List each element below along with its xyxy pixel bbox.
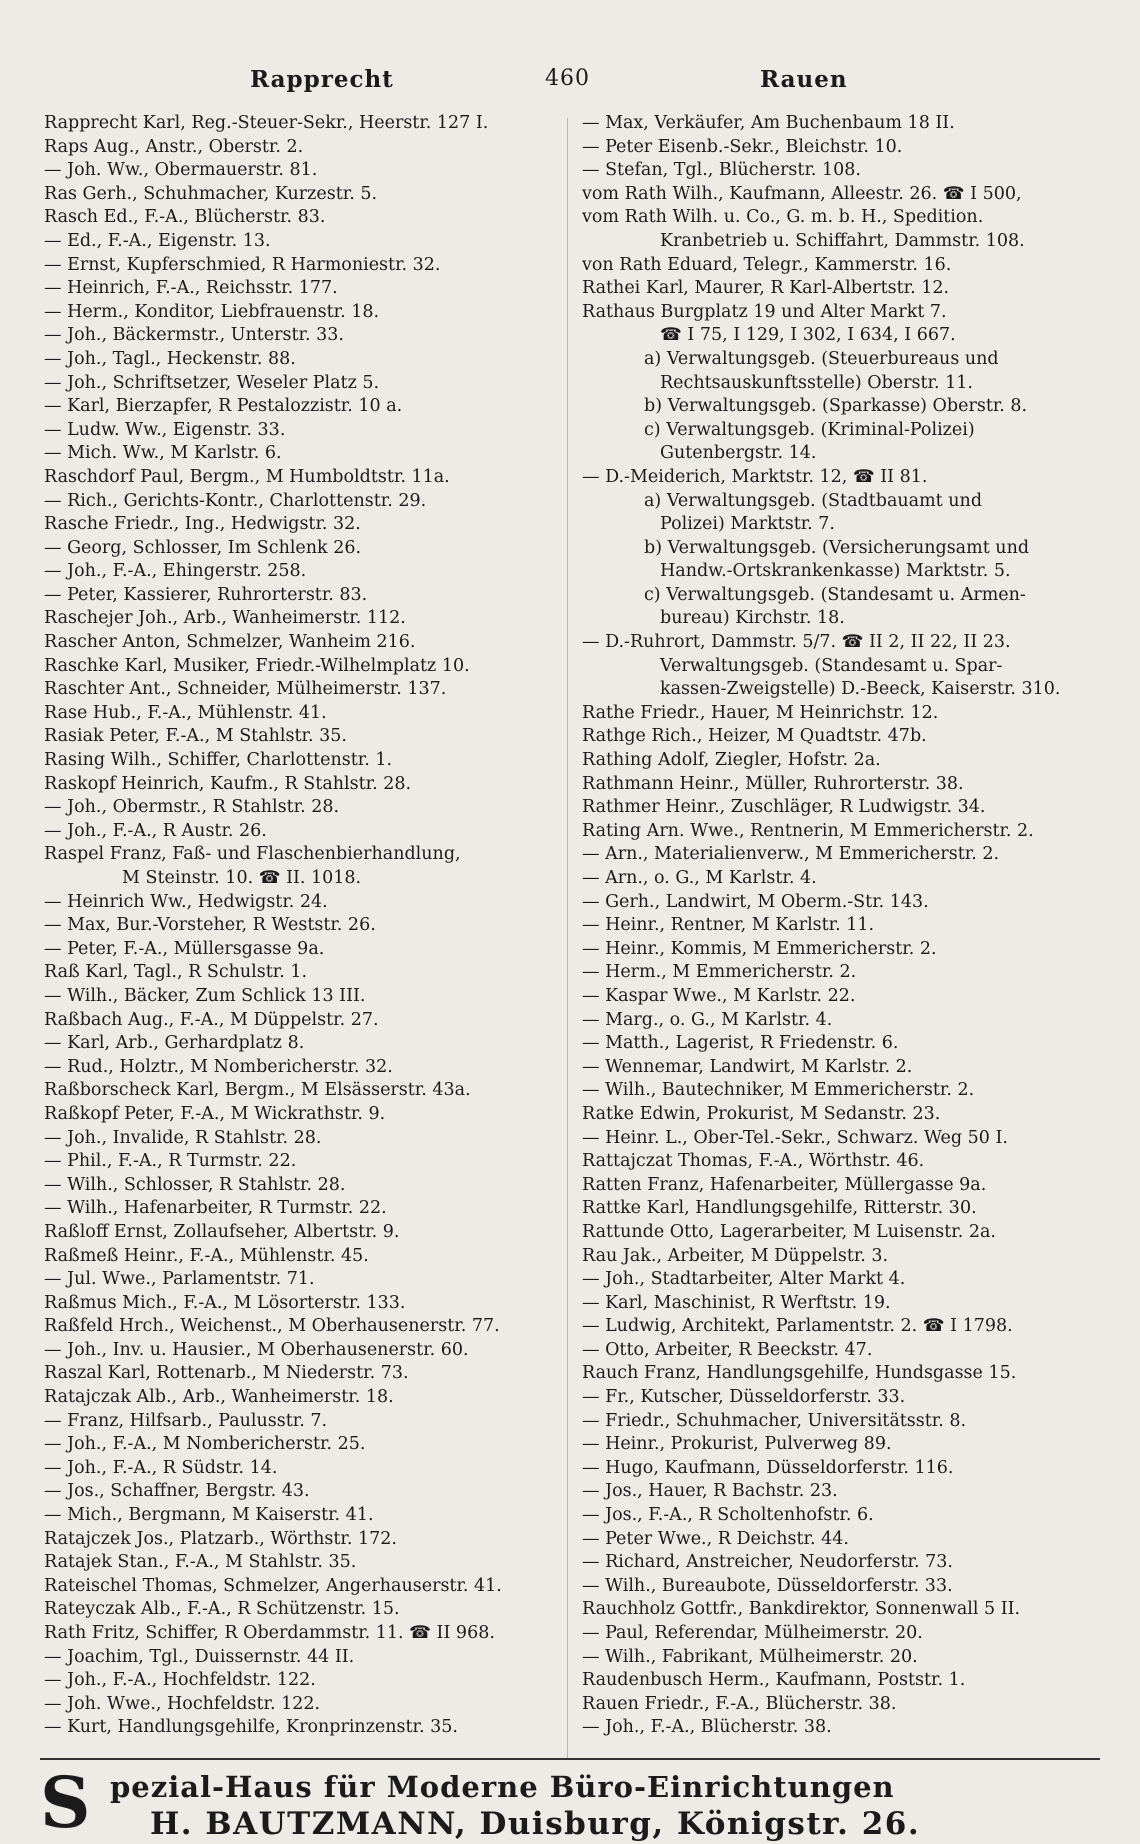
directory-entry: — Joh., F.-A., M Nombericherstr. 25.	[44, 1434, 366, 1455]
directory-entry: Rateyczak Alb., F.-A., R Schützenstr. 15.	[44, 1599, 400, 1620]
directory-entry: — Rich., Gerichts-Kontr., Charlottenstr. 29.	[44, 490, 427, 511]
directory-entry: Ras Gerh., Schuhmacher, Kurzestr. 5.	[44, 183, 378, 204]
directory-entry: Rau Jak., Arbeiter, M Düppelstr. 3.	[582, 1245, 889, 1266]
directory-entry: — Heinrich Ww., Hedwigstr. 24.	[44, 891, 328, 912]
page-header	[0, 66, 1140, 102]
directory-entry: — Franz, Hilfsarb., Paulusstr. 7.	[44, 1410, 328, 1431]
directory-entry: Rechtsauskunftsstelle) Oberstr. 11.	[660, 372, 973, 393]
directory-entry: — Kurt, Handlungsgehilfe, Kronprinzenstr. 35.	[44, 1717, 458, 1738]
directory-entry: Raßfeld Hrch., Weichenst., M Oberhausenerstr. 77.	[44, 1316, 500, 1337]
directory-entry: — Kaspar Wwe., M Karlstr. 22.	[582, 985, 856, 1006]
footer-rule	[40, 1758, 1100, 1760]
directory-entry: Rauch Franz, Handlungsgehilfe, Hundsgasse 15.	[582, 1363, 1017, 1384]
directory-entry: — Joh., Schriftsetzer, Weseler Platz 5.	[44, 372, 380, 393]
directory-entry: Rattajczat Thomas, F.-A., Wörthstr. 46.	[582, 1151, 925, 1172]
directory-entry: Raskopf Heinrich, Kaufm., R Stahlstr. 28.	[44, 773, 412, 794]
directory-entry: — Rud., Holztr., M Nombericherstr. 32.	[44, 1056, 393, 1077]
directory-entry: a) Verwaltungsgeb. (Stadtbauamt und	[644, 490, 983, 511]
directory-entry: — Ludw. Ww., Eigenstr. 33.	[44, 419, 286, 440]
directory-entry: a) Verwaltungsgeb. (Steuerbureaus und	[644, 348, 999, 369]
directory-entry: Ratajek Stan., F.-A., M Stahlstr. 35.	[44, 1552, 357, 1573]
directory-entry: M Steinstr. 10. ☎ II. 1018.	[122, 868, 362, 888]
left-column	[44, 112, 564, 1740]
directory-entry: c) Verwaltungsgeb. (Kriminal-Polizei)	[644, 419, 975, 440]
right-column	[582, 112, 1102, 1740]
directory-entry: — Joh., Inv. u. Hausier., M Oberhausenerstr. 60.	[44, 1339, 469, 1360]
directory-entry: — Wilh., Bäcker, Zum Schlick 13 III.	[44, 985, 366, 1006]
directory-entry: ☎ I 75, I 129, I 302, I 634, I 667.	[660, 325, 956, 346]
directory-entry: Rathei Karl, Maurer, R Karl-Albertstr. 12.	[582, 278, 950, 299]
directory-entry: — Mich., Bergmann, M Kaiserstr. 41.	[44, 1505, 374, 1526]
directory-entry: Verwaltungsgeb. (Standesamt u. Spar-	[660, 655, 1003, 676]
directory-entry: Rathe Friedr., Hauer, M Heinrichstr. 12.	[582, 702, 939, 723]
directory-entry: Rathing Adolf, Ziegler, Hofstr. 2a.	[582, 750, 881, 771]
directory-entry: — Heinr. L., Ober-Tel.-Sekr., Schwarz. Weg 50 I.	[582, 1127, 1008, 1148]
column-divider	[567, 118, 568, 1758]
directory-entry: — Joh. Ww., Obermauerstr. 81.	[44, 160, 318, 181]
directory-entry: Raschke Karl, Musiker, Friedr.-Wilhelmplatz 10.	[44, 655, 470, 676]
header-left-keyword: Rapprecht	[250, 66, 394, 93]
directory-entry: — Peter Eisenb.-Sekr., Bleichstr. 10.	[582, 136, 903, 157]
directory-entry: — Joh., Tagl., Heckenstr. 88.	[44, 348, 296, 369]
advertisement-footer	[40, 1761, 1100, 1844]
directory-entry: Rauen Friedr., F.-A., Blücherstr. 38.	[582, 1693, 897, 1714]
directory-entry: — Joh., F.-A., Hochfeldstr. 122.	[44, 1670, 316, 1691]
directory-entry: Raszal Karl, Rottenarb., M Niederstr. 73.	[44, 1363, 409, 1384]
directory-entry: Rase Hub., F.-A., Mühlenstr. 41.	[44, 702, 327, 723]
header-right-keyword: Rauen	[760, 66, 848, 93]
directory-entry: — Joh., Obermstr., R Stahlstr. 28.	[44, 797, 340, 818]
directory-entry: kassen-Zweigstelle) D.-Beeck, Kaiserstr. 310.	[660, 679, 1061, 700]
directory-entry: — Joh., F.-A., Ehingerstr. 258.	[44, 561, 307, 582]
directory-entry: — Joh., Bäckermstr., Unterstr. 33.	[44, 325, 344, 346]
directory-entry: Rateischel Thomas, Schmelzer, Angerhauserstr. 41.	[44, 1575, 502, 1596]
directory-entry: Raschdorf Paul, Bergm., M Humboldtstr. 11a.	[44, 466, 450, 487]
directory-entry: Ratten Franz, Hafenarbeiter, Müllergasse 9a.	[582, 1174, 987, 1195]
directory-entry: — Ludwig, Architekt, Parlamentstr. 2. ☎ I 1798.	[582, 1316, 1013, 1337]
directory-entry: Rasiak Peter, F.-A., M Stahlstr. 35.	[44, 726, 347, 747]
directory-entry: Rattunde Otto, Lagerarbeiter, M Luisenstr. 2a.	[582, 1221, 996, 1242]
directory-entry: — Fr., Kutscher, Düsseldorferstr. 33.	[582, 1387, 906, 1408]
directory-entry: Raßborscheck Karl, Bergm., M Elsässerstr. 43a.	[44, 1080, 471, 1101]
directory-entry: — Otto, Arbeiter, R Beeckstr. 47.	[582, 1339, 873, 1360]
directory-entry: Rathmann Heinr., Müller, Ruhrorterstr. 38.	[582, 773, 964, 794]
directory-entry: Rasche Friedr., Ing., Hedwigstr. 32.	[44, 514, 361, 535]
directory-entry: Kranbetrieb u. Schiffahrt, Dammstr. 108.	[660, 230, 1025, 251]
directory-entry: b) Verwaltungsgeb. (Versicherungsamt und	[644, 537, 1030, 558]
directory-entry: Rathaus Burgplatz 19 und Alter Markt 7.	[582, 301, 947, 322]
directory-entry: Rating Arn. Wwe., Rentnerin, M Emmericherstr. 2.	[582, 820, 1034, 841]
directory-entry: — D.-Ruhrort, Dammstr. 5/7. ☎ II 2, II 22, II 23.	[582, 632, 1011, 653]
directory-entry: Raßkopf Peter, F.-A., M Wickrathstr. 9.	[44, 1103, 386, 1124]
directory-entry: — Wilh., Fabrikant, Mülheimerstr. 20.	[582, 1646, 918, 1667]
directory-entry: — Karl, Bierzapfer, R Pestalozzistr. 10 a.	[44, 396, 403, 417]
directory-entry: Rathmer Heinr., Zuschläger, R Ludwigstr. 34.	[582, 797, 986, 818]
directory-entry: — Mich. Ww., M Karlstr. 6.	[44, 443, 282, 464]
directory-entry: — Wennemar, Landwirt, M Karlstr. 2.	[582, 1056, 913, 1077]
directory-entry: — Joh., Stadtarbeiter, Alter Markt 4.	[582, 1269, 906, 1290]
directory-entry: Rascher Anton, Schmelzer, Wanheim 216.	[44, 632, 416, 653]
directory-entry: vom Rath Wilh. u. Co., G. m. b. H., Spedition.	[582, 207, 984, 228]
footer-initial: S	[40, 1761, 91, 1844]
directory-entry: — Wilh., Hafenarbeiter, R Turmstr. 22.	[44, 1198, 387, 1219]
directory-entry: — Jos., Hauer, R Bachstr. 23.	[582, 1481, 838, 1502]
directory-entry: — Ernst, Kupferschmied, R Harmoniestr. 32.	[44, 254, 441, 275]
directory-entry: — Matth., Lagerist, R Friedenstr. 6.	[582, 1033, 899, 1054]
directory-entry: Rasch Ed., F.-A., Blücherstr. 83.	[44, 207, 326, 228]
directory-entry: — Arn., Materialienverw., M Emmericherstr. 2.	[582, 844, 1000, 865]
directory-entry: — Joh. Wwe., Hochfeldstr. 122.	[44, 1693, 321, 1714]
directory-entry: Raßmus Mich., F.-A., M Lösorterstr. 133.	[44, 1292, 406, 1313]
directory-entry: — Karl, Arb., Gerhardplatz 8.	[44, 1033, 305, 1054]
directory-entry: — Peter Wwe., R Deichstr. 44.	[582, 1528, 849, 1549]
directory-entry: — Georg, Schlosser, Im Schlenk 26.	[44, 537, 362, 558]
directory-entry: Rattke Karl, Handlungsgehilfe, Ritterstr. 30.	[582, 1198, 977, 1219]
directory-entry: Rathge Rich., Heizer, M Quadtstr. 47b.	[582, 726, 927, 747]
directory-entry: — Richard, Anstreicher, Neudorferstr. 73.	[582, 1552, 953, 1573]
directory-entry: — Max, Bur.-Vorsteher, R Weststr. 26.	[44, 915, 376, 936]
directory-entry: Raudenbusch Herm., Kaufmann, Poststr. 1.	[582, 1670, 966, 1691]
directory-entry: — Wilh., Bureaubote, Düsseldorferstr. 33.	[582, 1575, 953, 1596]
directory-entry: — Heinr., Rentner, M Karlstr. 11.	[582, 915, 875, 936]
directory-entry: Raßmeß Heinr., F.-A., Mühlenstr. 45.	[44, 1245, 369, 1266]
directory-entry: — Heinr., Kommis, M Emmericherstr. 2.	[582, 938, 937, 959]
directory-entry: — Wilh., Schlosser, R Stahlstr. 28.	[44, 1174, 346, 1195]
directory-entry: Raschter Ant., Schneider, Mülheimerstr. 137.	[44, 679, 447, 700]
directory-entry: — Hugo, Kaufmann, Düsseldorferstr. 116.	[582, 1457, 954, 1478]
directory-entry: Handw.-Ortskrankenkasse) Marktstr. 5.	[660, 561, 1011, 582]
directory-entry: von Rath Eduard, Telegr., Kammerstr. 16.	[582, 254, 952, 275]
directory-entry: — Joh., Invalide, R Stahlstr. 28.	[44, 1127, 322, 1148]
directory-entry: — Karl, Maschinist, R Werftstr. 19.	[582, 1292, 891, 1313]
directory-entry: Raspel Franz, Faß- und Flaschenbierhandlung,	[44, 844, 461, 865]
footer-line-1: pezial-Haus für Moderne Büro-Einrichtungen	[110, 1770, 895, 1804]
directory-entry: Gutenbergstr. 14.	[660, 443, 817, 464]
directory-entry: — Joh., F.-A., Blücherstr. 38.	[582, 1717, 832, 1738]
directory-entry: — Stefan, Tgl., Blücherstr. 108.	[582, 160, 861, 181]
directory-entry: Ratajczak Alb., Arb., Wanheimerstr. 18.	[44, 1387, 394, 1408]
directory-entry: Ratke Edwin, Prokurist, M Sedanstr. 23.	[582, 1103, 941, 1124]
directory-entry: — Joh., F.-A., R Südstr. 14.	[44, 1457, 278, 1478]
directory-entry: — Peter, F.-A., Müllersgasse 9a.	[44, 938, 325, 959]
directory-entry: — Peter, Kassierer, Ruhrorterstr. 83.	[44, 584, 368, 605]
directory-entry: — Friedr., Schuhmacher, Universitätsstr. 8.	[582, 1410, 967, 1431]
directory-entry: — Joh., F.-A., R Austr. 26.	[44, 820, 267, 841]
directory-entry: — Ed., F.-A., Eigenstr. 13.	[44, 230, 271, 251]
directory-entry: Raßloff Ernst, Zollaufseher, Albertstr. 9.	[44, 1221, 400, 1242]
directory-entry: — Heinrich, F.-A., Reichsstr. 177.	[44, 278, 338, 299]
directory-entry: — Phil., F.-A., R Turmstr. 22.	[44, 1151, 297, 1172]
directory-entry: Polizei) Marktstr. 7.	[660, 514, 835, 535]
directory-entry: Ratajczek Jos., Platzarb., Wörthstr. 172.	[44, 1528, 397, 1549]
directory-entry: Rauchholz Gottfr., Bankdirektor, Sonnenwall 5 II.	[582, 1599, 1021, 1620]
directory-entry: Rapprecht Karl, Reg.-Steuer-Sekr., Heerstr. 127 I.	[44, 113, 489, 133]
directory-entry: vom Rath Wilh., Kaufmann, Alleestr. 26. ☎ I 500,	[582, 183, 1022, 204]
directory-entry: bureau) Kirchstr. 18.	[660, 608, 845, 629]
directory-entry: — D.-Meiderich, Marktstr. 12, ☎ II 81.	[582, 466, 928, 487]
directory-entry: Rasing Wilh., Schiffer, Charlottenstr. 1.	[44, 750, 393, 771]
page-number: 460	[545, 66, 590, 91]
directory-entry: c) Verwaltungsgeb. (Standesamt u. Armen-	[644, 584, 1026, 605]
directory-entry: — Marg., o. G., M Karlstr. 4.	[582, 1009, 833, 1030]
directory-entry: — Paul, Referendar, Mülheimerstr. 20.	[582, 1623, 923, 1643]
directory-entry: Raps Aug., Anstr., Oberstr. 2.	[44, 136, 304, 157]
directory-entry: — Wilh., Bautechniker, M Emmericherstr. 2.	[582, 1080, 975, 1101]
directory-entry: — Herm., M Emmericherstr. 2.	[582, 962, 857, 983]
directory-entry: — Herm., Konditor, Liebfrauenstr. 18.	[44, 301, 380, 322]
directory-entry: Rath Fritz, Schiffer, R Oberdammstr. 11. ☎ II 968.	[44, 1623, 495, 1643]
footer-line-2: H. BAUTZMANN, Duisburg, Königstr. 26.	[150, 1806, 921, 1842]
directory-entry: Raschejer Joh., Arb., Wanheimerstr. 112.	[44, 608, 406, 629]
directory-entry: — Joachim, Tgl., Duissernstr. 44 II.	[44, 1646, 355, 1667]
directory-entry: — Jul. Wwe., Parlamentstr. 71.	[44, 1269, 315, 1290]
directory-entry: — Jos., Schaffner, Bergstr. 43.	[44, 1481, 310, 1502]
directory-entry: b) Verwaltungsgeb. (Sparkasse) Oberstr. 8.	[644, 396, 1028, 417]
directory-entry: — Max, Verkäufer, Am Buchenbaum 18 II.	[582, 113, 955, 133]
directory-entry: — Gerh., Landwirt, M Oberm.-Str. 143.	[582, 891, 929, 912]
directory-entry: Raßbach Aug., F.-A., M Düppelstr. 27.	[44, 1009, 379, 1030]
directory-entry: — Jos., F.-A., R Scholtenhofstr. 6.	[582, 1505, 874, 1526]
directory-entry: — Arn., o. G., M Karlstr. 4.	[582, 868, 817, 888]
directory-entry: — Heinr., Prokurist, Pulverweg 89.	[582, 1434, 892, 1455]
directory-entry: Raß Karl, Tagl., R Schulstr. 1.	[44, 962, 308, 983]
